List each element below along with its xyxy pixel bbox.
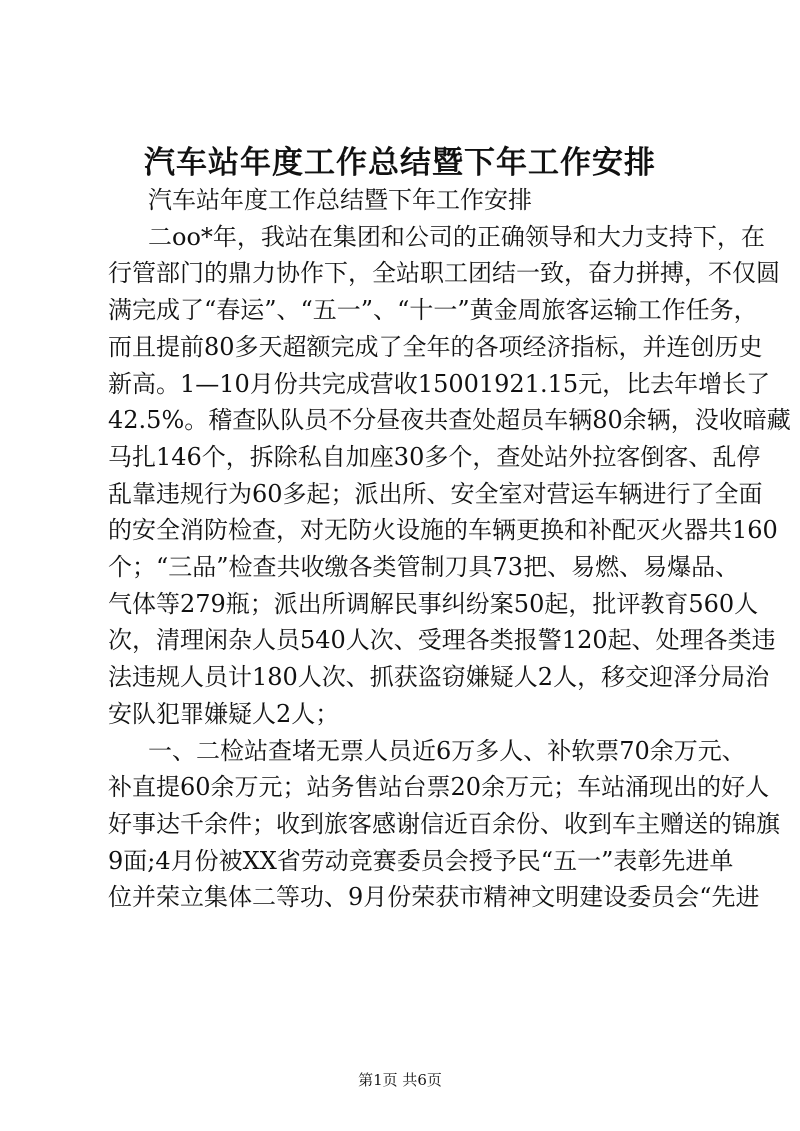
paragraph-line: 安队犯罪嫌疑人2人；	[108, 699, 340, 728]
paragraph-line: 位并荣立集体二等功、9月份荣获市精神文明建设委员会“先进	[108, 883, 760, 912]
paragraph-line: 满完成了“春运”、“五一”、“十一”黄金周旅客运输工作任务，	[108, 296, 758, 325]
paragraph-line: 气体等279瓶；派出所调解民事纠纷案50起，批评教育560人	[108, 589, 759, 618]
page-number-footer: 第1页 共6页	[358, 1071, 442, 1089]
paragraph-line: 新高。1—10月份共完成营收15001921.15元，比去年增长了	[108, 369, 771, 398]
paragraph-line: 9面;4月份被XX省劳动竞赛委员会授予民“五一”表彰先进单	[108, 846, 734, 875]
paragraph-line: 次，清理闲杂人员540人次、受理各类报警120起、处理各类违	[108, 626, 776, 655]
paragraph-line: 个；“三品”检查共收缴各类管制刀具73把、易燃、易爆品、	[108, 553, 740, 582]
paragraph-line: 一、二检站查堵无票人员近6万多人、补软票70余万元、	[148, 736, 746, 765]
paragraph-line: 乱靠违规行为60多起；派出所、安全室对营运车辆进行了全面	[108, 479, 763, 508]
paragraph-line: 马扎146个，拆除私自加座30多个，查处站外拉客倒客、乱停	[108, 442, 761, 471]
paragraph-line: 行管部门的鼎力协作下，全站职工团结一致，奋力拼搏，不仅圆	[108, 259, 780, 288]
paragraph-line: 好事达千余件；收到旅客感谢信近百余份、收到车主赠送的锦旗	[108, 809, 780, 838]
paragraph-line: 的安全消防检查，对无防火设施的车辆更换和补配灭火器共160	[108, 516, 778, 545]
paragraph-line: 汽车站年度工作总结暨下年工作安排	[148, 186, 532, 214]
paragraph-line: 法违规人员计180人次、抓获盗窃嫌疑人2人，移交迎泽分局治	[108, 663, 770, 692]
document-body	[108, 182, 791, 916]
document-title: 汽车站年度工作总结暨下年工作安排	[144, 145, 656, 181]
paragraph-line: 补直提60余万元；站务售站台票20余万元；车站涌现出的好人	[108, 773, 770, 802]
paragraph-line: 二oo*年，我站在集团和公司的正确领导和大力支持下，在	[148, 222, 765, 251]
paragraph-line: 而且提前80多天超额完成了全年的各项经济指标，并连创历史	[108, 332, 763, 361]
paragraph-line: 42.5%。稽查队队员不分昼夜共查处超员车辆80余辆，没收暗藏	[108, 406, 791, 435]
